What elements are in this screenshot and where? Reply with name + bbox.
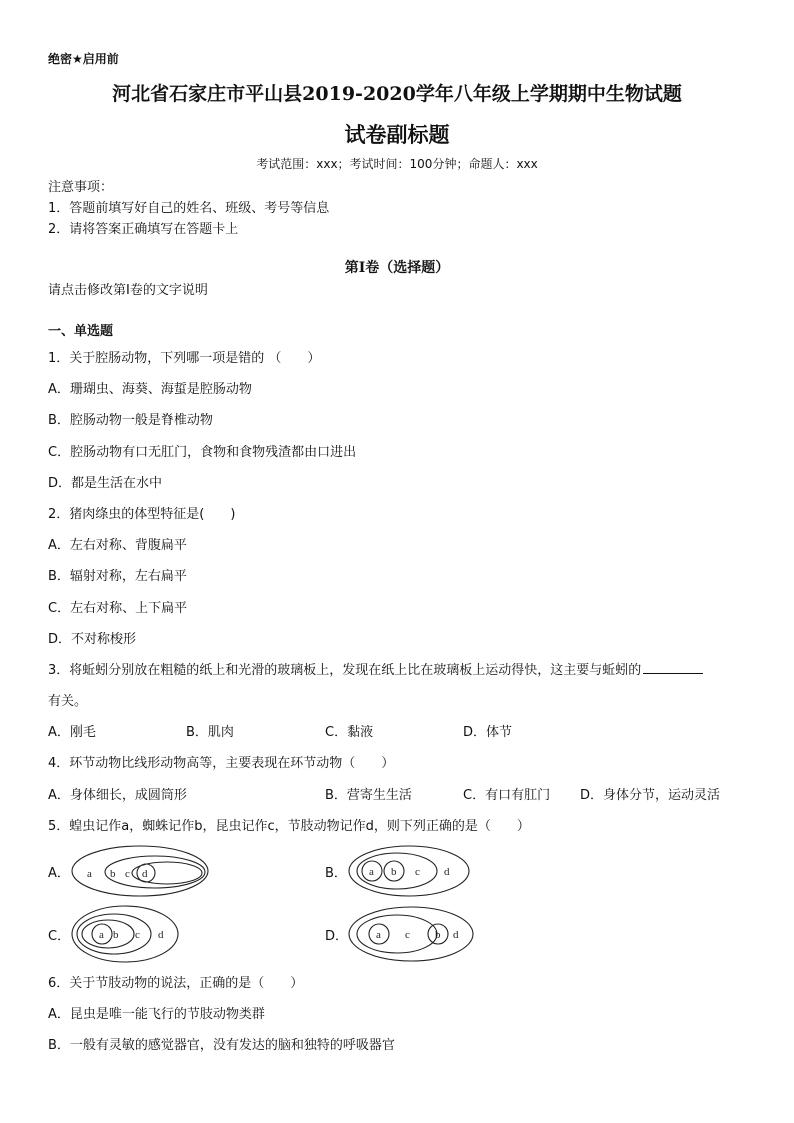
question-6-option-a: A．昆虫是唯一能飞行的节肢动物类群 xyxy=(48,1007,265,1022)
question-1-option-d: D．都是生活在水中 xyxy=(48,476,163,491)
question-4-option-b: B．营寄生生活 xyxy=(325,788,412,803)
section-title: 第I卷（选择题） xyxy=(344,260,450,276)
set-diagram-b xyxy=(347,843,471,899)
set-label: a xyxy=(99,929,104,941)
set-label: a xyxy=(376,929,381,941)
question-1-option-a: A．珊瑚虫、海葵、海蜇是腔肠动物 xyxy=(48,382,252,397)
set-label: d xyxy=(142,868,148,880)
set-diagram-c xyxy=(70,904,182,964)
question-4-option-c: C．有口有肛门 xyxy=(463,788,551,803)
question-3-option-b: B．肌肉 xyxy=(186,725,234,740)
set-label: d xyxy=(453,929,459,941)
question-6-stem: 6．关于节肢动物的说法，正确的是（ ） xyxy=(48,976,304,991)
question-2-stem: 2．猪肉绦虫的体型特征是( ) xyxy=(48,507,236,522)
notes-title: 注意事项： xyxy=(48,180,114,195)
question-4-option-d: D．身体分节，运动灵活 xyxy=(580,788,721,803)
exam-info: 考试范围：xxx；考试时间：100分钟；命题人：xxx xyxy=(256,157,538,171)
set-label: a xyxy=(369,866,374,878)
answer-blank xyxy=(643,672,703,674)
set-label: d xyxy=(158,929,164,941)
set-label: b xyxy=(110,868,116,880)
question-6-option-b: B．一般有灵敏的感觉器官，没有发达的脑和独特的呼吸器官 xyxy=(48,1038,395,1053)
exam-subtitle: 试卷副标题 xyxy=(344,122,450,147)
exam-title: 河北省石家庄市平山县2019-2020学年八年级上学期期中生物试题 xyxy=(112,83,682,105)
set-label: b xyxy=(435,929,441,941)
question-2-option-c: C．左右对称、上下扁平 xyxy=(48,601,188,616)
question-1-option-b: B．腔肠动物一般是脊椎动物 xyxy=(48,413,213,428)
question-5-option-d-label: D． xyxy=(325,929,349,944)
set-label: c xyxy=(415,866,420,878)
set-label: a xyxy=(87,868,92,880)
question-5-stem: 5．蝗虫记作a，蜘蛛记作b，昆虫记作c，节肢动物记作d，则下列正确的是（ ） xyxy=(48,819,530,834)
question-3-stem-end: 有关。 xyxy=(48,694,88,709)
set-diagram-d xyxy=(347,904,477,964)
question-4-stem: 4．环节动物比线形动物高等，主要表现在环节动物（ ） xyxy=(48,756,395,771)
question-5-option-c-label: C． xyxy=(48,929,71,944)
question-3-option-d: D．体节 xyxy=(463,725,513,740)
question-4-option-a: A．身体细长，成圆筒形 xyxy=(48,788,187,803)
set-label: b xyxy=(113,929,119,941)
secret-label: 绝密★启用前 xyxy=(48,52,119,66)
set-label: b xyxy=(391,866,397,878)
note-item: 1．答题前填写好自己的姓名、班级、考号等信息 xyxy=(48,201,330,216)
question-3-option-c: C．黏液 xyxy=(325,725,374,740)
set-label: c xyxy=(135,929,140,941)
set-label: c xyxy=(405,929,410,941)
set-label: d xyxy=(444,866,450,878)
set-label: c xyxy=(125,868,130,880)
question-5-option-b-label: B． xyxy=(325,866,347,881)
question-3-option-a: A．刚毛 xyxy=(48,725,96,740)
question-1-stem: 1．关于腔肠动物，下列哪一项是错的 （ ） xyxy=(48,351,321,366)
question-1-option-c: C．腔肠动物有口无肛门，食物和食物残渣都由口进出 xyxy=(48,445,357,460)
section-desc: 请点击修改第I卷的文字说明 xyxy=(48,283,208,298)
note-item: 2．请将答案正确填写在答题卡上 xyxy=(48,222,239,237)
question-3-stem xyxy=(48,659,703,678)
question-2-option-d: D．不对称梭形 xyxy=(48,632,137,647)
question-3-stem-text: 3．将蚯蚓分别放在粗糙的纸上和光滑的玻璃板上，发现在纸上比在玻璃板上运动得快，这主要与蚯蚓的 xyxy=(48,663,642,678)
question-5-option-a-label: A． xyxy=(48,866,70,881)
question-2-option-a: A．左右对称、背腹扁平 xyxy=(48,538,187,553)
question-2-option-b: B．辐射对称，左右扁平 xyxy=(48,569,187,584)
set-diagram-a xyxy=(70,843,212,899)
part-title: 一、单选题 xyxy=(48,324,114,339)
